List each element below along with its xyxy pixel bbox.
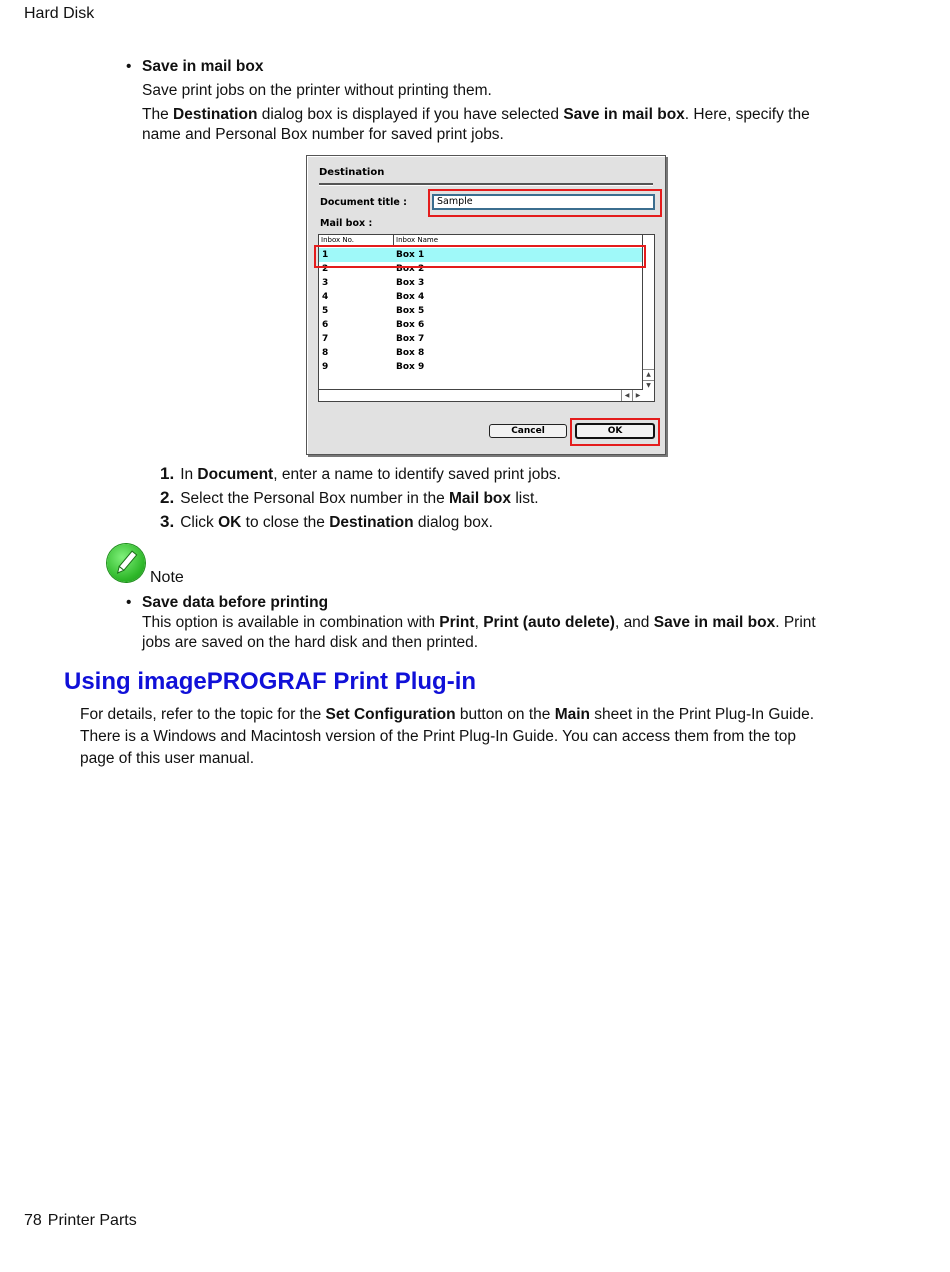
dialog-divider <box>319 183 653 186</box>
document-title-input[interactable]: Sample <box>432 194 655 210</box>
list-row[interactable]: 3 Box 3 <box>322 278 425 288</box>
ok-highlight <box>570 418 660 446</box>
document-title-highlight <box>428 189 662 217</box>
page-footer <box>24 1212 143 1230</box>
bullet: • <box>126 58 132 75</box>
details-line-1: For details, refer to the topic for the Set Configuration button on the Main sheet in the Print Plug-In Guide. <box>80 706 815 723</box>
list-row[interactable]: 2 Box 2 <box>322 264 425 274</box>
dialog-title: Destination <box>319 167 385 178</box>
horizontal-scrollbar[interactable] <box>319 389 643 401</box>
list-row[interactable]: 7 Box 7 <box>322 334 425 344</box>
list-row[interactable]: 1 Box 1 <box>319 248 643 262</box>
step-3: 3. Click OK to close the Destination dialog box. <box>160 512 493 531</box>
pencil-icon <box>107 544 145 582</box>
note-label: Note <box>150 569 184 586</box>
step-1: 1. In Document, enter a name to identify saved print jobs. <box>160 464 561 483</box>
list-row[interactable]: 5 Box 5 <box>322 306 425 316</box>
mail-box-label: Mail box : <box>320 218 373 229</box>
bullet: • <box>126 594 132 611</box>
document-title-label: Document title : <box>320 197 407 208</box>
ok-button[interactable]: OK <box>575 423 655 439</box>
list-row[interactable]: 9 Box 9 <box>322 362 425 372</box>
destination-explanation: The Destination dialog box is displayed if you have selected Save in mail box. Here, specify the name and Personal Box number for saved print jobs. <box>142 106 810 143</box>
cancel-button[interactable]: Cancel <box>489 424 567 438</box>
running-header: Hard Disk <box>24 5 95 22</box>
save-in-mail-box-title: Save in mail box <box>142 58 264 75</box>
list-row[interactable]: 4 Box 4 <box>322 292 425 302</box>
scroll-down-icon[interactable]: ▼ <box>643 380 654 391</box>
note-body: This option is available in combination with Print, Print (auto delete), and Save in mail box. Print jobs are saved on the hard disk and then printed. <box>142 614 816 651</box>
save-in-mail-box-desc: Save print jobs on the printer without printing them. <box>142 82 492 99</box>
scroll-left-icon[interactable]: ◀ <box>621 390 632 401</box>
details-line-3: page of this user manual. <box>80 750 255 767</box>
page-number: 78 <box>24 1212 42 1229</box>
column-separator <box>393 235 394 245</box>
list-row[interactable]: 8 Box 8 <box>322 348 425 358</box>
scroll-right-icon[interactable]: ▶ <box>632 390 643 401</box>
scroll-up-icon[interactable]: ▲ <box>643 369 654 380</box>
section-body <box>80 704 840 770</box>
column-header-name[interactable]: Inbox Name <box>396 236 439 244</box>
step-2: 2. Select the Personal Box number in the Mail box list. <box>160 488 539 507</box>
box1-highlight <box>314 245 646 268</box>
note-title: Save data before printing <box>142 594 329 611</box>
column-header-no[interactable]: Inbox No. <box>321 236 355 244</box>
destination-dialog <box>306 155 666 455</box>
details-line-2: There is a Windows and Macintosh version of the Print Plug-In Guide. You can access them from the top <box>80 728 796 745</box>
save-before-printing-item <box>126 593 826 653</box>
save-in-mail-box-item <box>126 57 826 145</box>
footer-section: Printer Parts <box>47 1212 137 1229</box>
list-row[interactable]: 6 Box 6 <box>322 320 425 330</box>
section-heading: Using imagePROGRAF Print Plug-in <box>64 668 477 695</box>
